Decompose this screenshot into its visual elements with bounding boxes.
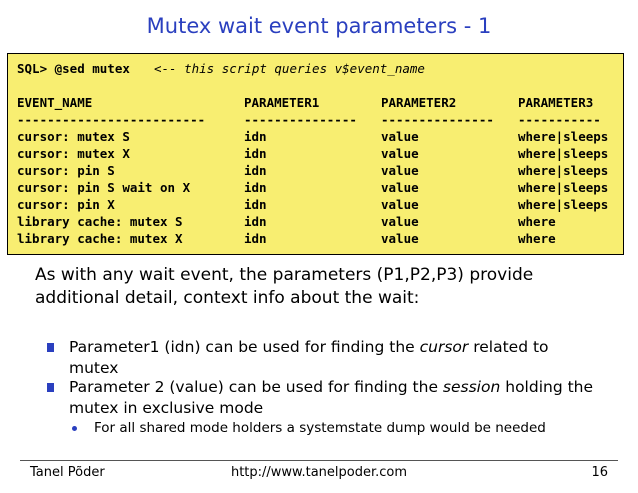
table-row (17, 128, 609, 145)
sub-bullet-text: For all shared mode holders a systemstate dump would be needed (94, 420, 546, 436)
cell-parameter1: idn (244, 163, 267, 178)
bullet-text (69, 337, 622, 379)
slide-title: Mutex wait event parameters - 1 (146, 14, 492, 38)
cell-parameter3: where|sleeps (518, 197, 609, 212)
intro-line-2: additional detail, context info about the wait: (35, 288, 420, 308)
cell-parameter2: value (381, 197, 419, 212)
footer-url: http://www.tanelpoder.com (230, 465, 408, 480)
code-command: SQL> @sed mutex (17, 61, 130, 76)
code-header-row (17, 94, 594, 111)
table-row (17, 213, 556, 230)
intro-paragraph (35, 264, 605, 310)
footer-page-number: 16 (591, 465, 608, 480)
cell-parameter1: idn (244, 129, 267, 144)
separator: --------------- (381, 112, 494, 127)
table-row (17, 179, 609, 196)
cell-parameter3: where (518, 214, 556, 229)
code-comment: <-- this script queries v$event_name (154, 61, 425, 76)
square-bullet-icon (47, 383, 54, 392)
code-block (7, 53, 624, 255)
cell-parameter1: idn (244, 146, 267, 161)
round-bullet-icon (72, 426, 77, 431)
cell-parameter1: idn (244, 180, 267, 195)
header-event-name: EVENT_NAME (17, 95, 93, 110)
table-row (17, 230, 556, 247)
cell-parameter3: where|sleeps (518, 129, 609, 144)
table-row (17, 145, 609, 162)
cell-parameter3: where|sleeps (518, 180, 609, 195)
cell-parameter2: value (381, 163, 419, 178)
bullet-text-line-2: mutex in exclusive mode (69, 399, 264, 417)
header-parameter2: PARAMETER2 (381, 95, 457, 110)
cell-parameter3: where (518, 231, 556, 246)
cell-parameter3: where|sleeps (518, 146, 609, 161)
bullet-text-part: holding the (500, 378, 594, 396)
cell-parameter1: idn (244, 231, 267, 246)
cell-event-name: cursor: pin S (17, 163, 115, 178)
separator: --------------- (244, 112, 357, 127)
code-command-line (17, 60, 425, 77)
header-parameter3: PARAMETER3 (518, 95, 594, 110)
bullet-text-part: related to (468, 338, 549, 356)
header-parameter1: PARAMETER1 (244, 95, 320, 110)
cell-event-name: cursor: pin X (17, 197, 115, 212)
code-separator-row (17, 111, 601, 128)
bullet-text-part: Parameter1 (idn) can be used for finding the (69, 338, 420, 356)
cell-parameter3: where|sleeps (518, 163, 609, 178)
bullet-text-part: Parameter 2 (value) can be used for finding the (69, 378, 443, 396)
footer-divider (20, 460, 618, 461)
bullet-text-line-2: mutex (69, 359, 119, 377)
square-bullet-icon (47, 343, 54, 352)
cell-event-name: library cache: mutex S (17, 214, 183, 229)
table-row (17, 196, 609, 213)
cell-parameter2: value (381, 214, 419, 229)
bullet-emphasis: cursor (419, 338, 469, 356)
footer-author: Tanel Põder (30, 465, 105, 480)
table-row (17, 162, 609, 179)
cell-parameter2: value (381, 146, 419, 161)
cell-parameter1: idn (244, 197, 267, 212)
bullet-text (69, 377, 622, 419)
cell-parameter2: value (381, 129, 419, 144)
separator: ----------- (518, 112, 601, 127)
intro-line-1: As with any wait event, the parameters (P1,P2,P3) provide (35, 265, 534, 285)
separator: ------------------------- (17, 112, 206, 127)
cell-event-name: cursor: pin S wait on X (17, 180, 191, 195)
cell-event-name: library cache: mutex X (17, 231, 183, 246)
cell-parameter2: value (381, 180, 419, 195)
cell-parameter1: idn (244, 214, 267, 229)
cell-event-name: cursor: mutex X (17, 146, 130, 161)
cell-event-name: cursor: mutex S (17, 129, 130, 144)
bullet-emphasis: session (442, 378, 501, 396)
cell-parameter2: value (381, 231, 419, 246)
